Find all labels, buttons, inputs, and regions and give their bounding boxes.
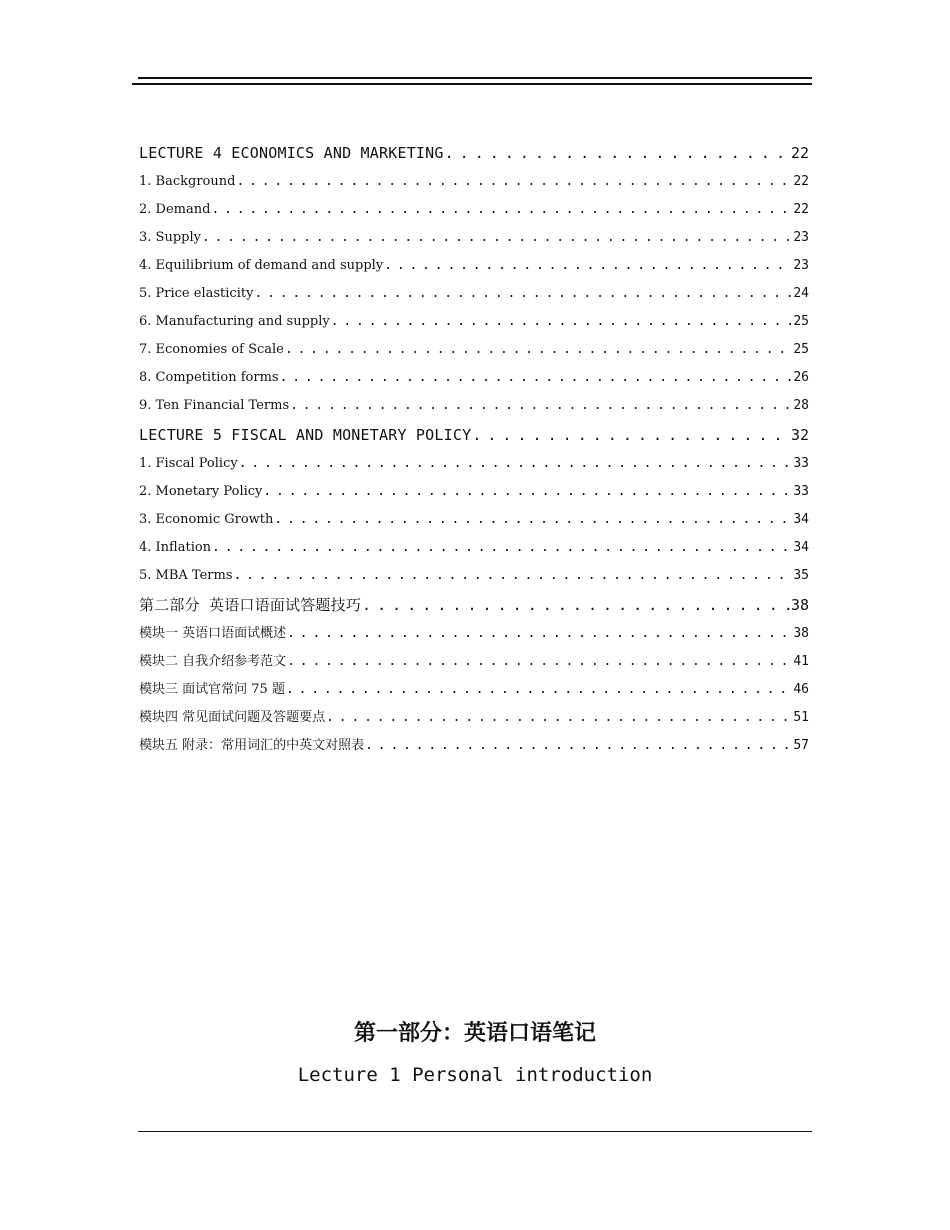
toc-entry-title: 2. Monetary Policy (139, 484, 263, 499)
toc-entry-page-number: 33 (793, 484, 809, 499)
part-title: 第一部分：英语口语笔记 (353, 1020, 596, 1046)
toc-entry[interactable] (139, 280, 809, 308)
toc-dot-leader (280, 364, 793, 392)
toc-entry[interactable] (139, 676, 809, 704)
table-of-contents (139, 138, 809, 760)
toc-entry-title: 模块二 自我介绍参考范文 (139, 654, 287, 669)
toc-dot-leader (287, 648, 792, 676)
toc-dot-leader (274, 506, 792, 534)
toc-entry-title: 第二部分 英语口语面试答题技巧 (139, 596, 362, 614)
toc-entry-page-number: 23 (793, 258, 809, 273)
toc-entry-page-number: 22 (793, 202, 809, 217)
toc-entry-title: 1. Background (139, 174, 236, 189)
toc-entry[interactable] (139, 336, 809, 364)
toc-entry-page-number: 22 (790, 144, 809, 162)
toc-entry-page-number: 38 (793, 626, 809, 641)
toc-entry[interactable] (139, 364, 809, 392)
toc-dot-leader (362, 590, 790, 620)
footer-rule (138, 1131, 812, 1132)
toc-entry[interactable] (139, 392, 809, 420)
toc-entry-page-number: 41 (793, 654, 809, 669)
toc-entry-title: LECTURE 4 ECONOMICS AND MARKETING (139, 144, 444, 162)
toc-entry-page-number: 57 (793, 738, 809, 753)
toc-entry-page-number: 24 (793, 286, 809, 301)
toc-entry-title: 7. Economies of Scale (139, 342, 284, 357)
toc-entry-page-number: 25 (793, 314, 809, 329)
toc-entry[interactable] (139, 478, 809, 506)
toc-entry-page-number: 26 (793, 370, 809, 385)
toc-entry-page-number: 33 (793, 456, 809, 471)
toc-dot-leader (285, 336, 792, 364)
toc-dot-leader (239, 450, 793, 478)
toc-entry[interactable] (139, 138, 809, 168)
toc-dot-leader (445, 138, 790, 168)
toc-dot-leader (331, 308, 793, 336)
toc-entry[interactable] (139, 168, 809, 196)
toc-entry-page-number: 34 (793, 540, 809, 555)
toc-entry-title: 5. Price elasticity (139, 286, 254, 301)
toc-entry[interactable] (139, 620, 809, 648)
toc-dot-leader (472, 420, 790, 450)
toc-entry-title: 3. Supply (139, 230, 201, 245)
toc-entry-title: 6. Manufacturing and supply (139, 314, 330, 329)
toc-entry[interactable] (139, 224, 809, 252)
header-rule-thick (132, 83, 812, 85)
toc-entry[interactable] (139, 252, 809, 280)
toc-entry[interactable] (139, 450, 809, 478)
toc-entry-title: 1. Fiscal Policy (139, 456, 238, 471)
toc-entry-title: 4. Equilibrium of demand and supply (139, 258, 384, 273)
toc-entry[interactable] (139, 420, 809, 450)
header-rule-thin (138, 77, 812, 79)
toc-entry-page-number: 38 (790, 596, 809, 614)
toc-entry[interactable] (139, 704, 809, 732)
toc-entry[interactable] (139, 648, 809, 676)
toc-dot-leader (254, 280, 792, 308)
toc-entry-title: 2. Demand (139, 202, 211, 217)
toc-entry-title: 4. Inflation (139, 540, 212, 555)
toc-entry-title: 3. Economic Growth (139, 512, 274, 527)
toc-entry-page-number: 23 (793, 230, 809, 245)
toc-entry-page-number: 51 (793, 710, 809, 725)
toc-entry-page-number: 46 (793, 682, 809, 697)
toc-dot-leader (365, 732, 792, 760)
toc-dot-leader (212, 534, 792, 562)
toc-dot-leader (234, 562, 793, 590)
toc-entry[interactable] (139, 590, 809, 620)
toc-dot-leader (326, 704, 792, 732)
lecture-title: Lecture 1 Personal introduction (297, 1064, 653, 1086)
toc-entry-title: 9. Ten Financial Terms (139, 398, 290, 413)
toc-entry-title: 模块四 常见面试问题及答题要点 (139, 710, 326, 725)
toc-entry-page-number: 34 (793, 512, 809, 527)
toc-entry[interactable] (139, 506, 809, 534)
toc-dot-leader (290, 392, 792, 420)
toc-dot-leader (263, 478, 792, 506)
toc-entry-title: 模块三 面试官常问 75 题 (139, 682, 285, 697)
toc-dot-leader (287, 620, 792, 648)
toc-entry[interactable] (139, 562, 809, 590)
toc-entry-page-number: 28 (793, 398, 809, 413)
toc-entry-title: LECTURE 5 FISCAL AND MONETARY POLICY (139, 426, 472, 444)
toc-entry-title: 8. Competition forms (139, 370, 279, 385)
toc-entry-page-number: 22 (793, 174, 809, 189)
toc-entry-page-number: 32 (790, 426, 809, 444)
toc-entry-title: 模块一 英语口语面试概述 (139, 626, 287, 641)
toc-entry[interactable] (139, 534, 809, 562)
toc-dot-leader (211, 196, 792, 224)
toc-entry[interactable] (139, 196, 809, 224)
toc-entry-title: 5. MBA Terms (139, 568, 233, 583)
toc-dot-leader (286, 676, 792, 704)
toc-entry-page-number: 25 (793, 342, 809, 357)
toc-dot-leader (236, 168, 792, 196)
toc-entry[interactable] (139, 308, 809, 336)
toc-entry-page-number: 35 (793, 568, 809, 583)
toc-entry-title: 模块五 附录：常用词汇的中英文对照表 (139, 738, 365, 753)
toc-entry[interactable] (139, 732, 809, 760)
toc-dot-leader (202, 224, 792, 252)
toc-dot-leader (384, 252, 792, 280)
